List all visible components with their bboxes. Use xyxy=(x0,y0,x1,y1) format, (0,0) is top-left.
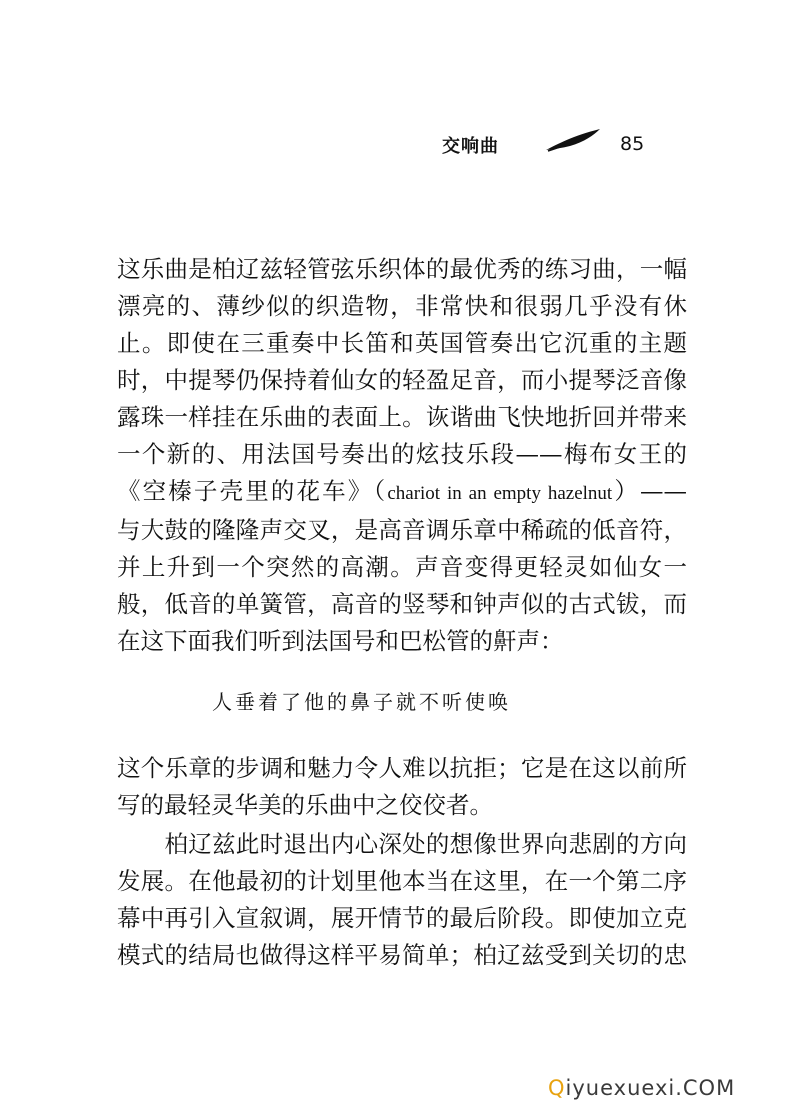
text-line: 在这下面我们听到法国号和巴松管的鼾声： xyxy=(117,627,564,655)
text-line: 漂亮的、薄纱似的织造物，非常快和很弱几乎没有休 xyxy=(117,292,687,320)
text-line: 写的最轻灵华美的乐曲中之佼佼者。 xyxy=(117,791,493,819)
text-segment: ）—— xyxy=(612,477,687,505)
site-watermark xyxy=(548,1076,735,1100)
text-line-with-english xyxy=(117,473,687,512)
text-segment: 《空榛子壳里的花车》（ xyxy=(117,477,388,505)
text-line: 一个新的、用法国号奏出的炫技乐段——梅布女王的 xyxy=(117,440,687,468)
text-line: 与大鼓的隆隆声交叉，是高音调乐章中稀疏的低音符， xyxy=(117,516,687,544)
quill-icon xyxy=(544,126,604,156)
text-line: 露珠一样挂在乐曲的表面上。诙谐曲飞快地折回并带来 xyxy=(117,403,687,431)
paragraph-1 xyxy=(117,251,687,660)
text-line: 止。即使在三重奏中长笛和英国管奏出它沉重的主题 xyxy=(117,329,687,357)
lyric-quote: 人垂着了他的鼻子就不听使唤 xyxy=(212,690,511,714)
text-line: 般，低音的单簧管，高音的竖琴和钟声似的古式钹，而 xyxy=(117,590,687,618)
text-line: 这乐曲是柏辽兹轻管弦乐织体的最优秀的练习曲，一幅 xyxy=(117,255,687,283)
paragraph-3 xyxy=(117,826,687,974)
text-line: 幕中再引入宣叙调，展开情节的最后阶段。即使加立克 xyxy=(117,904,687,932)
watermark-text: iyuexuexi.COM xyxy=(565,1076,736,1100)
running-header xyxy=(440,126,670,162)
text-line: 时，中提琴仍保持着仙女的轻盈足音，而小提琴泛音像 xyxy=(117,366,687,394)
text-line: 模式的结局也做得这样平易简单；柏辽兹受到关切的忠 xyxy=(117,941,687,969)
paragraph-2 xyxy=(117,750,687,824)
header-title: 交响曲 xyxy=(442,136,499,157)
text-line: 这个乐章的步调和魅力令人难以抗拒；它是在这以前所 xyxy=(117,754,687,782)
page-number: 85 xyxy=(620,133,645,155)
english-phrase: chariot in an empty hazelnut xyxy=(387,483,613,504)
text-line: 并上升到一个突然的高潮。声音变得更轻灵如仙女一 xyxy=(117,553,687,581)
watermark-q-letter: Q xyxy=(548,1076,566,1100)
text-line: 发展。在他最初的计划里他本当在这里，在一个第二序 xyxy=(117,867,687,895)
text-line: 柏辽兹此时退出内心深处的想像世界向悲剧的方向 xyxy=(117,830,687,858)
